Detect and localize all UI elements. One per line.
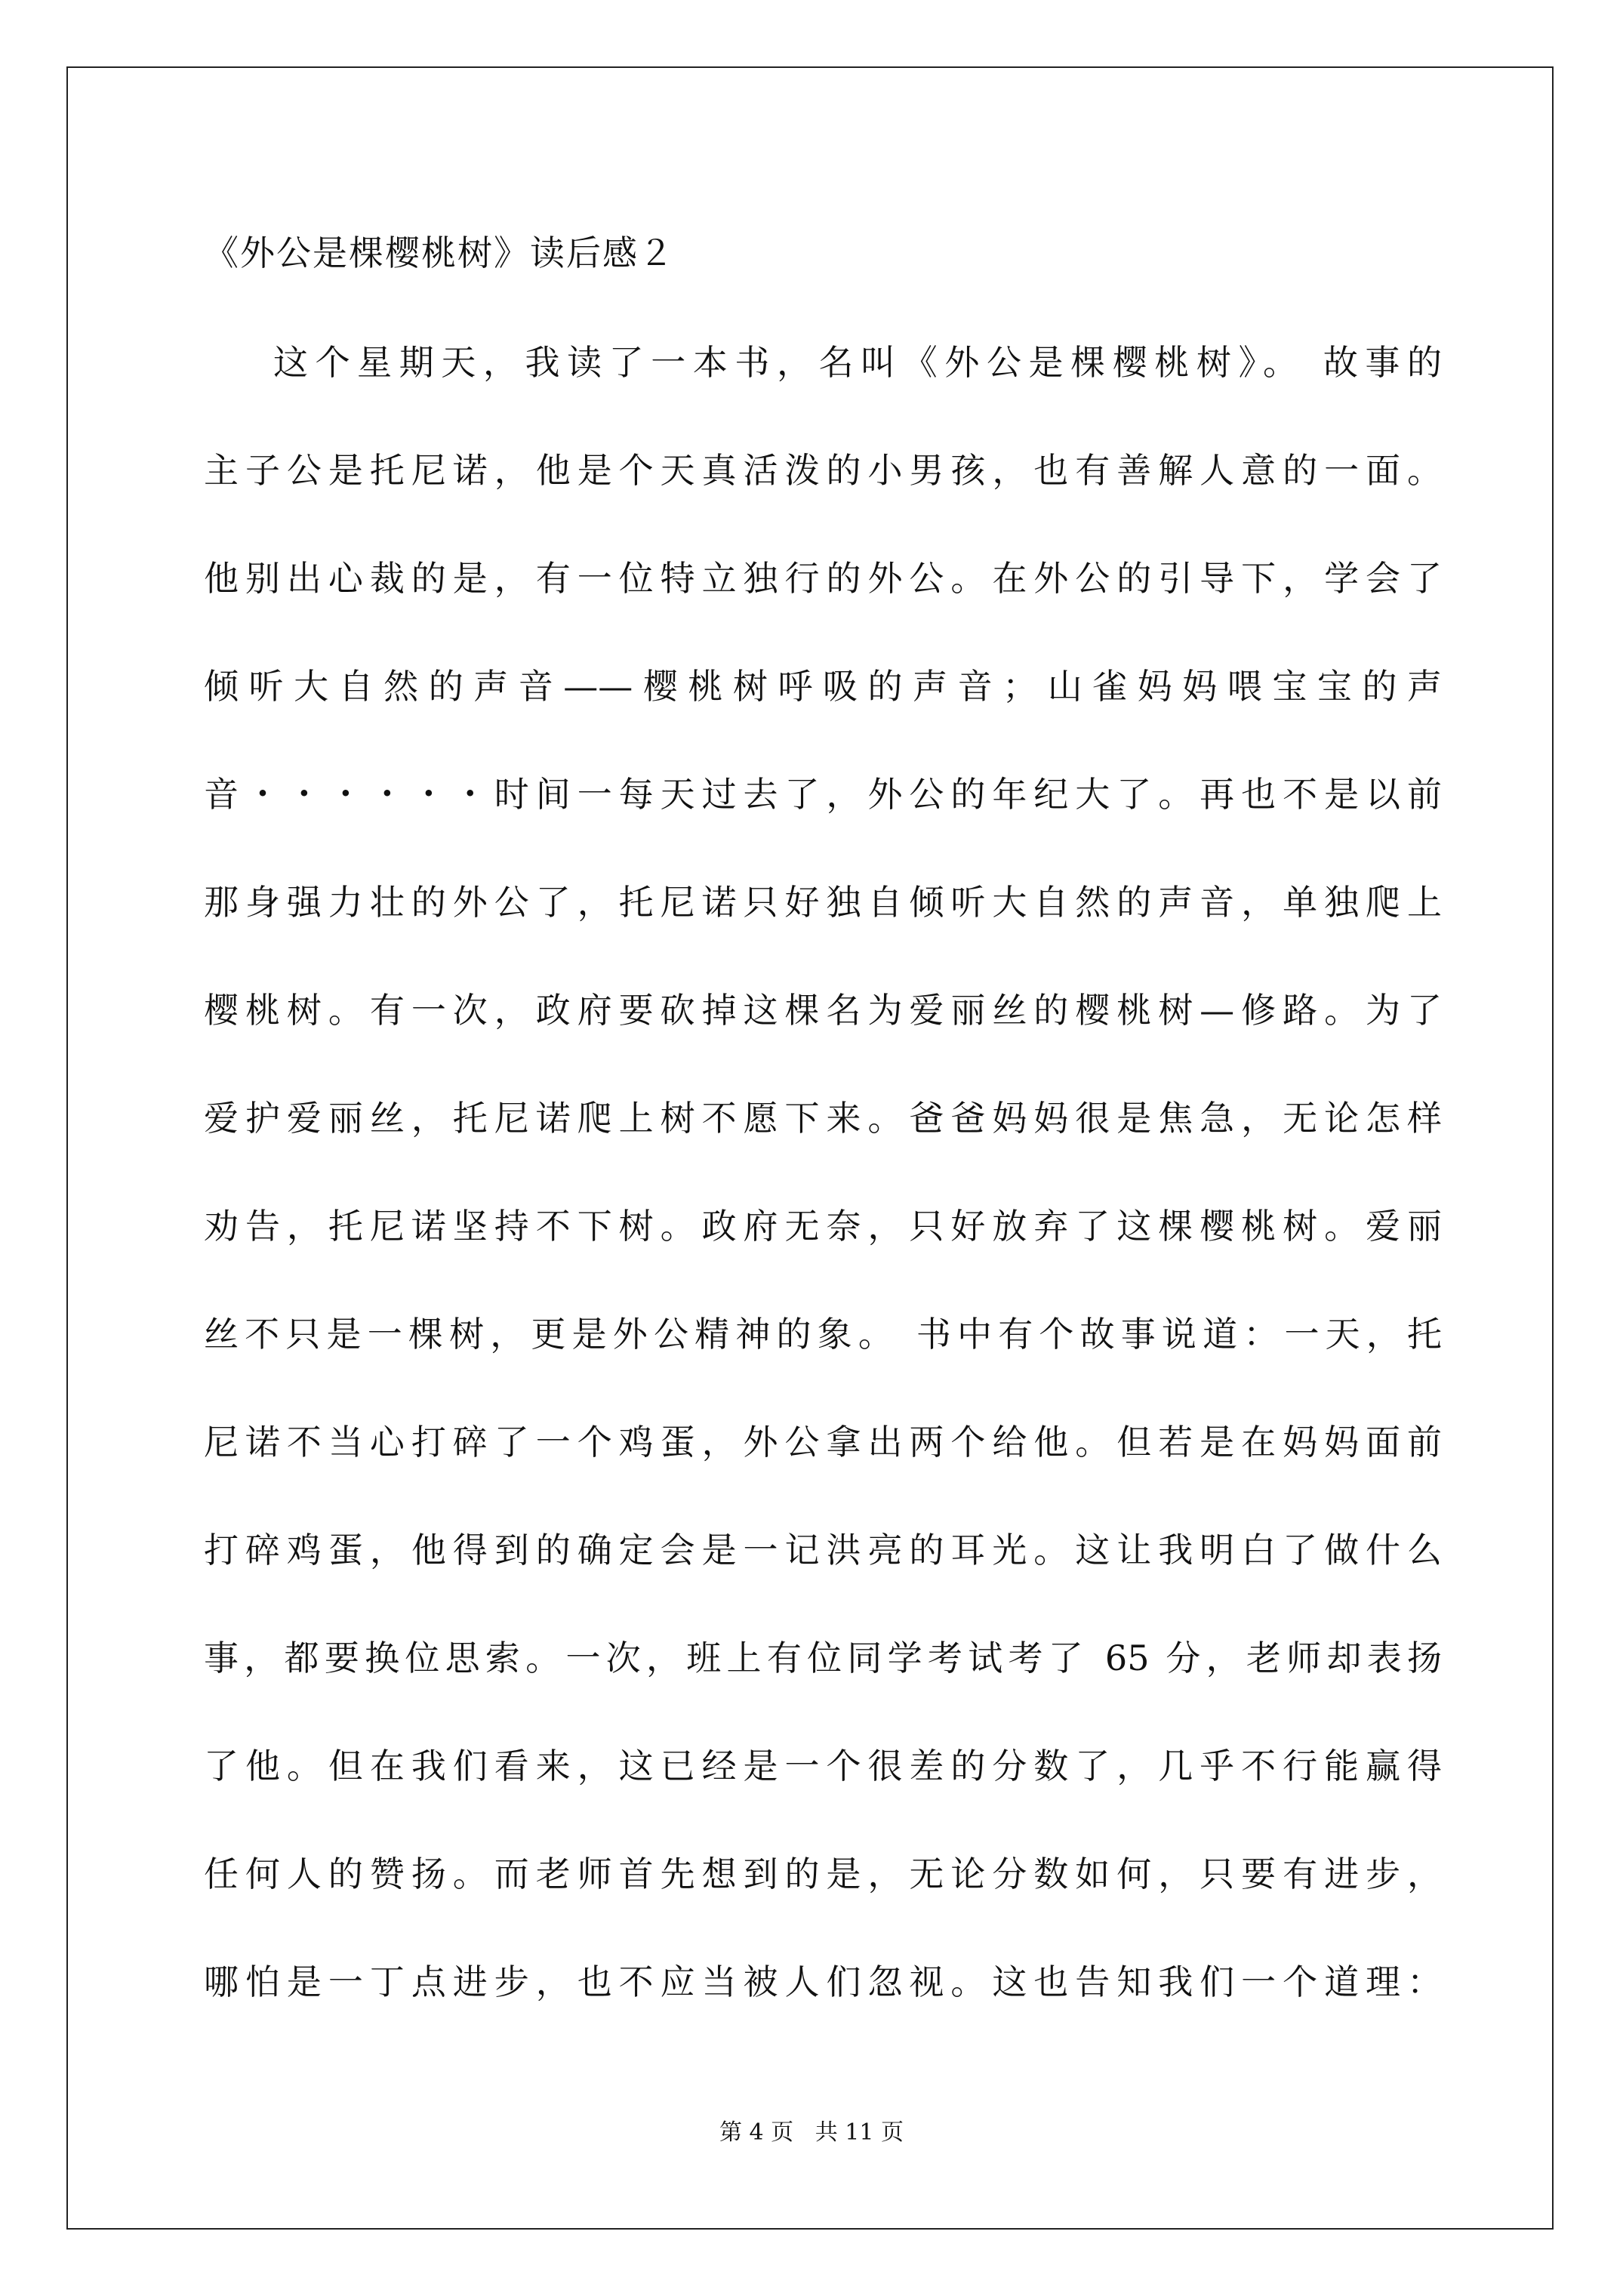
paragraph-line: 尼诺不当心打碎了一个鸡蛋，外公拿出两个给他。但若是在妈妈面前 <box>204 1422 1442 1462</box>
paragraph-line: 那身强力壮的外公了，托尼诺只好独自倾听大自然的声音，单独爬上 <box>204 882 1442 923</box>
paragraph-line: 打碎鸡蛋，他得到的确定会是一记洪亮的耳光。这让我明白了做什么 <box>204 1530 1442 1570</box>
paragraph-line: 主子公是托尼诺，他是个天真活泼的小男孩，也有善解人意的一面。 <box>204 450 1442 491</box>
paragraph-line: 任何人的赞扬。而老师首先想到的是，无论分数如何，只要有进步， <box>204 1854 1442 1894</box>
paragraph-line: 音・・・・・・时间一每天过去了，外公的年纪大了。再也不是以前 <box>204 774 1442 815</box>
paragraph-line: 樱桃树。有一次，政府要砍掉这棵名为爱丽丝的樱桃树—修路。为了 <box>204 990 1442 1031</box>
paragraph-line: 了他。但在我们看来，这已经是一个很差的分数了，几乎不行能赢得 <box>204 1746 1442 1786</box>
paragraph-line: 劝告，托尼诺坚持不下树。政府无奈，只好放弃了这棵樱桃树。爱丽 <box>204 1206 1442 1247</box>
paragraph-line: 事，都要换位思索。一次，班上有位同学考试考了 65 分，老师却表扬 <box>204 1638 1442 1678</box>
paragraph-line: 丝不只是一棵树，更是外公精神的象。 书中有个故事说道：一天，托 <box>204 1314 1442 1354</box>
document-title: 《外公是棵樱桃树》读后感２ <box>204 233 675 273</box>
paragraph-line: 他别出心裁的是，有一位特立独行的外公。在外公的引导下，学会了 <box>204 558 1442 599</box>
paragraph-line: 哪怕是一丁点进步，也不应当被人们忽视。这也告知我们一个道理： <box>204 1962 1442 2002</box>
paragraph-line: 爱护爱丽丝，托尼诺爬上树不愿下来。爸爸妈妈很是焦急，无论怎样 <box>204 1098 1442 1139</box>
page-number-footer: 第 4 页 共 11 页 <box>719 2119 904 2146</box>
paragraph-line: 这个星期天，我读了一本书，名叫《外公是棵樱桃树》。 故事的 <box>273 342 1442 383</box>
paragraph-line: 倾听大自然的声音——樱桃树呼吸的声音；山雀妈妈喂宝宝的声 <box>204 666 1442 707</box>
